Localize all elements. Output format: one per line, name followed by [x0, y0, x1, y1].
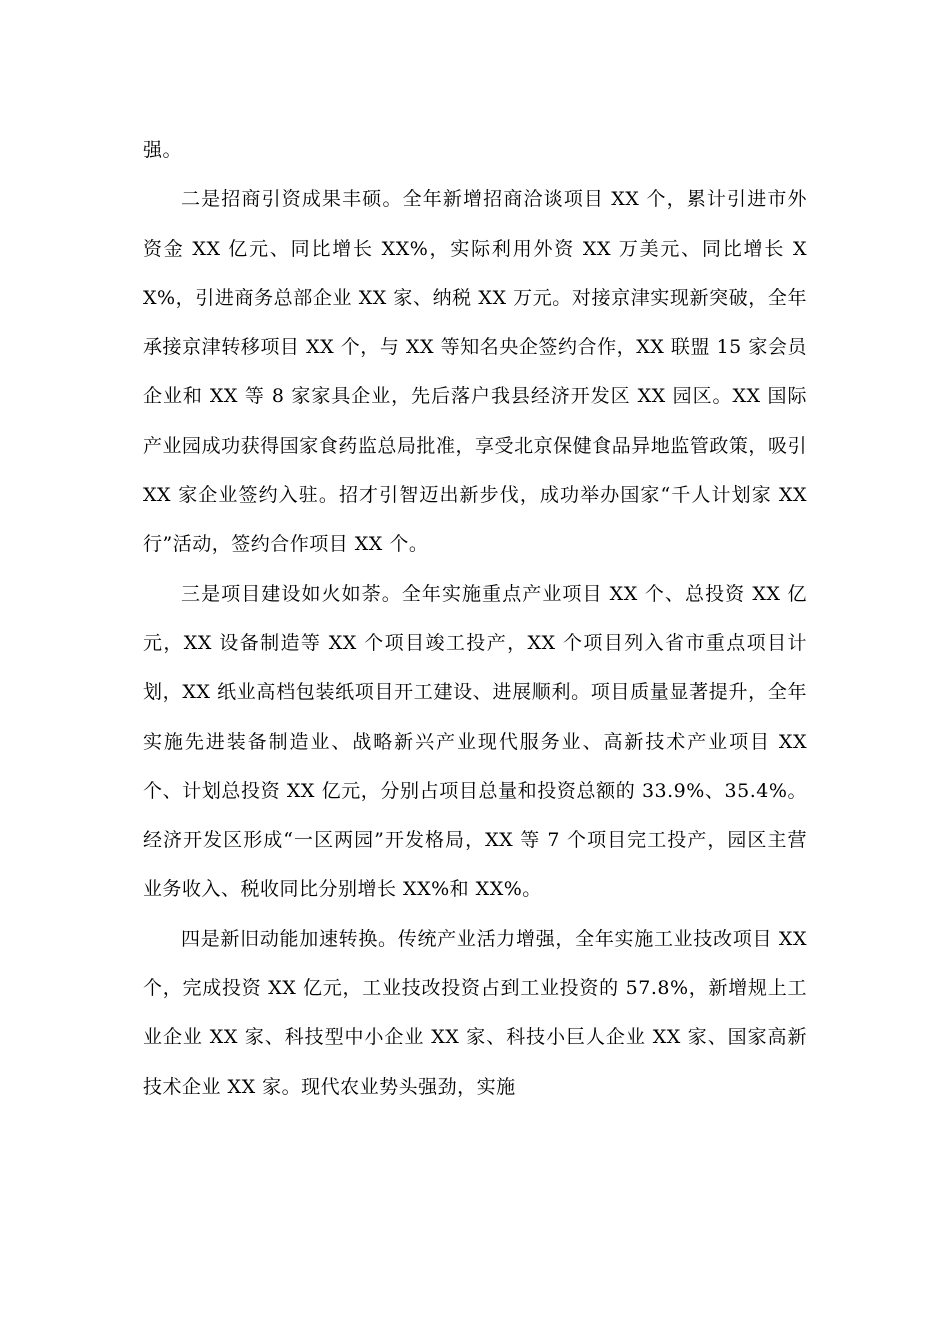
- paragraph-investment-attraction: 二是招商引资成果丰硕。全年新增招商洽谈项目 XX 个，累计引进市外资金 XX 亿元、同比增长 XX%，实际利用外资 XX 万美元、同比增长 XX%，引进商务总部企业 XX 家、纳税 XX 万元。对接京津实现新突破，全年承接京津转移项目 XX 个，与 XX 等知名央企签约合作，XX 联盟 15 家会员企业和 XX 等 8 家家具企业，先后落户我县经济开发区 XX 园区。XX 国际产业园成功获得国家食药监总局批准，享受北京保健食品异地监管政策，吸引 XX 家企业签约入驻。招才引智迈出新步伐，成功举办国家“千人计划家 XX 行”活动，签约合作项目 XX 个。: [143, 188, 807, 556]
- paragraph-momentum-conversion: 四是新旧动能加速转换。传统产业活力增强，全年实施工业技改项目 XX 个，完成投资 XX 亿元，工业技改投资占到工业投资的 57.8%，新增规上工业企业 XX 家、科技型中小企业 XX 家、科技小巨人企业 XX 家、国家高新技术企业 XX 家。现代农业势头强劲，实施: [143, 927, 807, 1098]
- paragraph-continuation: 强。: [143, 139, 183, 161]
- document-body: [143, 126, 807, 1112]
- paragraph-project-construction: 三是项目建设如火如荼。全年实施重点产业项目 XX 个、总投资 XX 亿元，XX 设备制造等 XX 个项目竣工投产，XX 个项目列入省市重点项目计划，XX 纸业高档包装纸项目开工建设、进展顺利。项目质量显著提升，全年实施先进装备制造业、战略新兴产业现代服务业、高新技术产业项目 XX 个、计划总投资 XX 亿元，分别占项目总量和投资总额的 33.9%、35.4%。经济开发区形成“一区两园”开发格局，XX 等 7 个项目完工投产，园区主营业务收入、税收同比分别增长 XX%和 XX%。: [143, 582, 807, 901]
